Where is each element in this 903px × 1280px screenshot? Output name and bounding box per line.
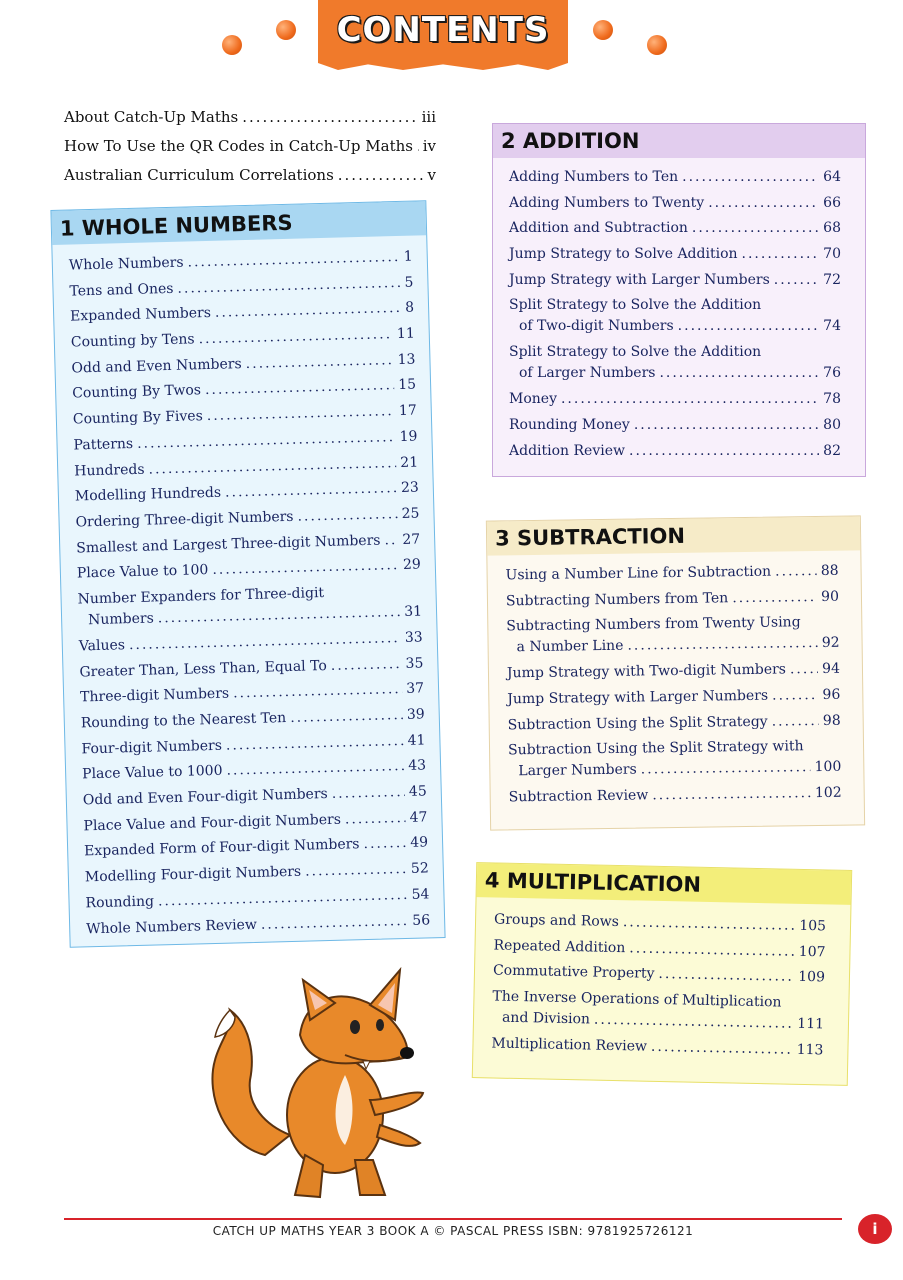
toc-entry[interactable]: Number Expanders for Three-digit Numbers ..... 31 — [77, 582, 422, 638]
section-multiplication — [472, 862, 852, 1086]
toc-entry[interactable]: Expanded Form of Four-digit Numbers ..... 49 — [84, 835, 429, 870]
toc-entry[interactable]: Jump Strategy to Solve Addition ..... 70 — [509, 246, 841, 272]
toc-entry[interactable]: How To Use the QR Codes in Catch-Up Maths ..... iv — [64, 137, 436, 166]
toc-entry[interactable]: Modelling Hundreds ..... 23 — [75, 480, 420, 515]
toc-entry[interactable]: Subtracting Numbers from Ten ..... 90 — [506, 588, 839, 618]
toc-entry[interactable]: Split Strategy to Solve the Addition of Larger Numbers ..... 76 — [509, 344, 841, 391]
toc-entry[interactable]: Counting by Tens ..... 11 — [71, 326, 416, 361]
toc-entry[interactable]: Odd and Even Four-digit Numbers ..... 45 — [83, 783, 428, 818]
toc-entry[interactable]: Place Value and Four-digit Numbers ..... 47 — [83, 809, 428, 844]
page-title: CONTENTS — [336, 10, 550, 50]
front-matter-list — [64, 108, 436, 195]
toc-entry[interactable]: Smallest and Largest Three-digit Numbers ..... 27 — [76, 531, 421, 566]
section-title: 2 ADDITION — [493, 124, 865, 158]
section-title: 3 SUBTRACTION — [487, 516, 860, 555]
toc-entry[interactable]: Money ..... 78 — [509, 391, 841, 417]
toc-entry[interactable]: Commutative Property ..... 109 — [493, 963, 825, 996]
toc-entry[interactable]: Patterns ..... 19 — [73, 428, 418, 463]
section-subtraction — [486, 515, 865, 830]
toc-entry[interactable]: Rounding ..... 54 — [85, 886, 430, 921]
toc-entry[interactable]: Addition Review ..... 82 — [509, 443, 841, 469]
decor-dot — [222, 35, 242, 55]
toc-entry[interactable]: Split Strategy to Solve the Addition of Two-digit Numbers ..... 74 — [509, 297, 841, 344]
decor-dot — [276, 20, 296, 40]
toc-entry[interactable]: Four-digit Numbers ..... 41 — [81, 732, 426, 767]
toc-entry[interactable]: Jump Strategy with Larger Numbers ..... 72 — [509, 272, 841, 298]
toc-entry[interactable]: Place Value to 100 ..... 29 — [77, 557, 422, 592]
toc-entry[interactable]: Jump Strategy with Larger Numbers ..... 96 — [507, 687, 840, 717]
toc-entry[interactable]: Tens and Ones ..... 5 — [69, 274, 414, 309]
toc-entry[interactable]: Whole Numbers ..... 1 — [69, 249, 414, 284]
toc-entry[interactable]: Using a Number Line for Subtraction ..... 88 — [506, 563, 839, 593]
toc-entry[interactable]: Adding Numbers to Ten ..... 64 — [509, 169, 841, 195]
page-number-badge: i — [858, 1214, 892, 1244]
toc-entry[interactable]: Three-digit Numbers ..... 37 — [80, 681, 425, 716]
decor-dot — [593, 20, 613, 40]
toc-entry[interactable]: Adding Numbers to Twenty ..... 66 — [509, 195, 841, 221]
toc-entry[interactable]: Subtraction Review ..... 102 — [509, 785, 842, 815]
footer-divider — [64, 1218, 842, 1220]
toc-entry[interactable]: Jump Strategy with Two-digit Numbers ..... 94 — [507, 661, 840, 691]
toc-entry[interactable]: Multiplication Review ..... 113 — [491, 1036, 823, 1069]
toc-entry[interactable]: Greater Than, Less Than, Equal To ..... 35 — [79, 655, 424, 690]
toc-entry[interactable]: Ordering Three-digit Numbers ..... 25 — [75, 505, 420, 540]
toc-entry[interactable]: Modelling Four-digit Numbers ..... 52 — [85, 860, 430, 895]
toc-entry[interactable]: Groups and Rows ..... 105 — [494, 911, 826, 944]
toc-entry[interactable]: Australian Curriculum Correlations ..... v — [64, 166, 436, 195]
toc-entry[interactable]: Values ..... 33 — [79, 629, 424, 664]
toc-entry[interactable]: Subtraction Using the Split Strategy ..... 98 — [508, 712, 841, 742]
toc-entry[interactable]: The Inverse Operations of Multiplication and Division ..... 111 — [492, 989, 825, 1043]
toc-entry[interactable]: Rounding Money ..... 80 — [509, 417, 841, 443]
toc-entry[interactable]: Counting By Fives ..... 17 — [73, 403, 418, 438]
section-addition — [492, 123, 866, 477]
toc-entry[interactable]: Rounding to the Nearest Ten ..... 39 — [81, 706, 426, 741]
toc-entry[interactable]: Whole Numbers Review ..... 56 — [86, 912, 431, 947]
section-title: 4 MULTIPLICATION — [477, 863, 852, 905]
toc-entry[interactable]: Subtracting Numbers from Twenty Using a Number Line ..... 92 — [506, 614, 840, 666]
toc-entry[interactable]: Subtraction Using the Split Strategy with Larger Numbers ..... 100 — [508, 738, 842, 790]
toc-entry[interactable]: Repeated Addition ..... 107 — [493, 937, 825, 970]
fox-mascot-illustration — [195, 965, 435, 1205]
section-title: 1 WHOLE NUMBERS — [51, 201, 426, 245]
toc-entry[interactable]: About Catch-Up Maths ..... iii — [64, 108, 436, 137]
decor-dot — [647, 35, 667, 55]
toc-entry[interactable]: Odd and Even Numbers ..... 13 — [71, 351, 416, 386]
toc-entry[interactable]: Hundreds ..... 21 — [74, 454, 419, 489]
toc-entry[interactable]: Counting By Twos ..... 15 — [72, 377, 417, 412]
toc-entry[interactable]: Place Value to 1000 ..... 43 — [82, 758, 427, 793]
section-whole-numbers — [50, 200, 445, 948]
toc-entry[interactable]: Addition and Subtraction ..... 68 — [509, 220, 841, 246]
footer-text: CATCH UP MATHS YEAR 3 BOOK A © PASCAL PRESS ISBN: 9781925726121 — [212, 1224, 694, 1238]
toc-entry[interactable]: Expanded Numbers ..... 8 — [70, 300, 415, 335]
